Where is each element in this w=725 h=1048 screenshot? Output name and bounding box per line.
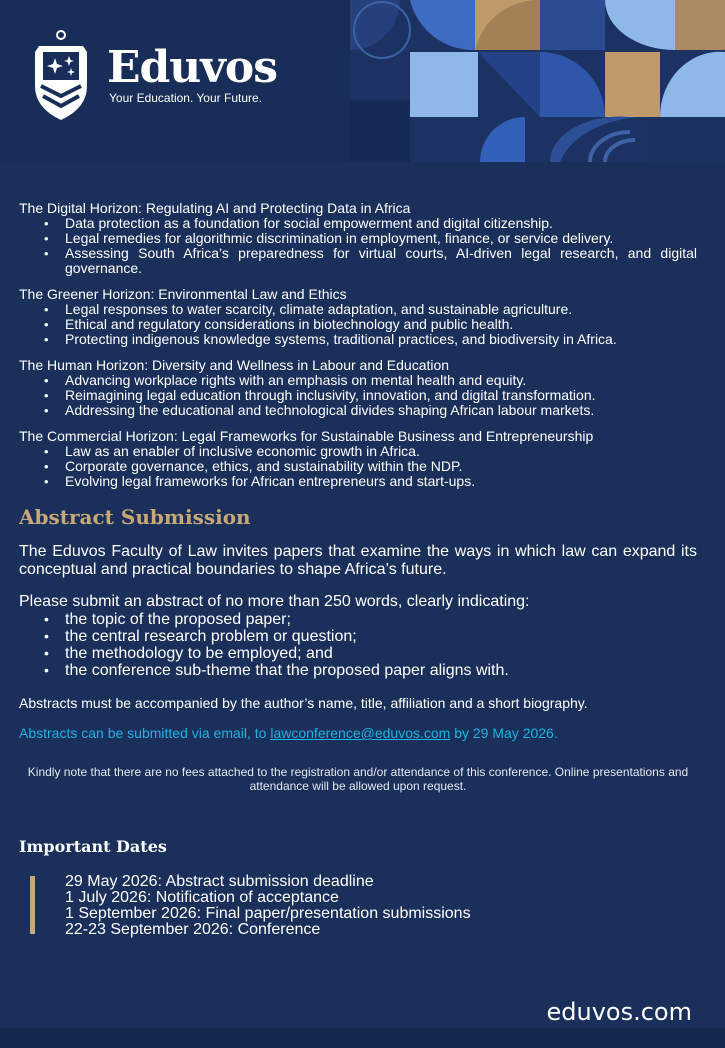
list-item: • Data protection as a foundation for social empowerment and digital citizenship. — [65, 216, 697, 231]
list-item: • Evolving legal frameworks for African entrepreneurs and start-ups. — [65, 474, 697, 489]
submission-suffix: by 29 May 2026. — [450, 725, 558, 741]
abstract-requirements — [19, 611, 697, 679]
date-item: 29 May 2026: Abstract submission deadline — [65, 873, 374, 890]
header-banner — [0, 0, 725, 162]
list-item: • Legal responses to water scarcity, climate adaptation, and sustainable agriculture. — [65, 302, 697, 317]
list-item: • the methodology to be employed; and — [65, 645, 697, 662]
theme-bullets — [19, 373, 697, 418]
eduvos-logo — [33, 30, 293, 122]
theme-title: The Commercial Horizon: Legal Frameworks for Sustainable Business and Entrepreneurship — [19, 428, 594, 444]
submission-info — [19, 725, 697, 741]
abstract-instruction: Please submit an abstract of no more than 250 words, clearly indicating: — [19, 593, 530, 610]
theme-block-greener — [19, 286, 697, 347]
list-item: • Law as an enabler of inclusive economic growth in Africa. — [65, 444, 697, 459]
main-content — [19, 200, 697, 938]
abstract-intro: The Eduvos Faculty of Law invites papers that examine the ways in which law can expand its conceptual and practical boundaries to shape Africa’s future. — [19, 543, 697, 578]
list-item: • Assessing South Africa’s preparedness for virtual courts, AI-driven legal research, and digital governance. — [65, 246, 697, 276]
theme-title: The Digital Horizon: Regulating AI and Protecting Data in Africa — [19, 200, 411, 216]
list-item: • Reimagining legal education through inclusivity, innovation, and digital transformation. — [65, 388, 697, 403]
date-item: 22-23 September 2026: Conference — [65, 921, 321, 938]
theme-title: The Human Horizon: Diversity and Wellness in Labour and Education — [19, 357, 450, 373]
fees-note: Kindly note that there are no fees attached to the registration and/or attendance of this conference. Online presentations and attendance will be allowed upon request. — [27, 765, 689, 793]
theme-title: The Greener Horizon: Environmental Law and Ethics — [19, 286, 347, 302]
important-dates — [19, 874, 697, 938]
date-item: 1 September 2026: Final paper/presentation submissions — [65, 905, 471, 922]
list-item: • Ethical and regulatory considerations in biotechnology and public health. — [65, 317, 697, 332]
theme-bullets — [19, 216, 697, 276]
theme-block-human — [19, 357, 697, 418]
theme-block-commercial — [19, 428, 697, 489]
list-item: • the topic of the proposed paper; — [65, 611, 697, 628]
list-item: • Protecting indigenous knowledge systems, traditional practices, and biodiversity in Africa. — [65, 332, 697, 347]
list-item: • the conference sub-theme that the proposed paper aligns with. — [65, 662, 697, 679]
list-item: • Addressing the educational and technological divides shaping African labour markets. — [65, 403, 697, 418]
dates-heading: Important Dates — [19, 837, 167, 856]
email-link[interactable]: lawconference@eduvos.com — [270, 725, 451, 741]
list-item: • Legal remedies for algorithmic discrimination in employment, finance, or service delivery. — [65, 231, 697, 246]
theme-bullets — [19, 302, 697, 347]
website-link[interactable]: eduvos.com — [546, 998, 692, 1026]
theme-block-digital — [19, 200, 697, 276]
list-item: • Corporate governance, ethics, and sustainability within the NDP. — [65, 459, 697, 474]
footer-strip — [0, 1028, 725, 1048]
submission-prefix: Abstracts can be submitted via email, to — [19, 725, 271, 741]
abstract-accompany: Abstracts must be accompanied by the author’s name, title, affiliation and a short biography. — [19, 695, 588, 711]
brand-tagline: Your Education. Your Future. — [109, 91, 262, 105]
abstract-heading: Abstract Submission — [19, 505, 251, 529]
brand-name: Eduvos — [107, 42, 277, 93]
theme-bullets — [19, 444, 697, 489]
list-item: • Advancing workplace rights with an emphasis on mental health and equity. — [65, 373, 697, 388]
gold-accent-bar — [30, 876, 35, 934]
decorative-mosaic — [350, 0, 725, 162]
date-item: 1 July 2026: Notification of acceptance — [65, 889, 339, 906]
list-item: • the central research problem or question; — [65, 628, 697, 645]
shield-crest-icon — [33, 30, 89, 122]
